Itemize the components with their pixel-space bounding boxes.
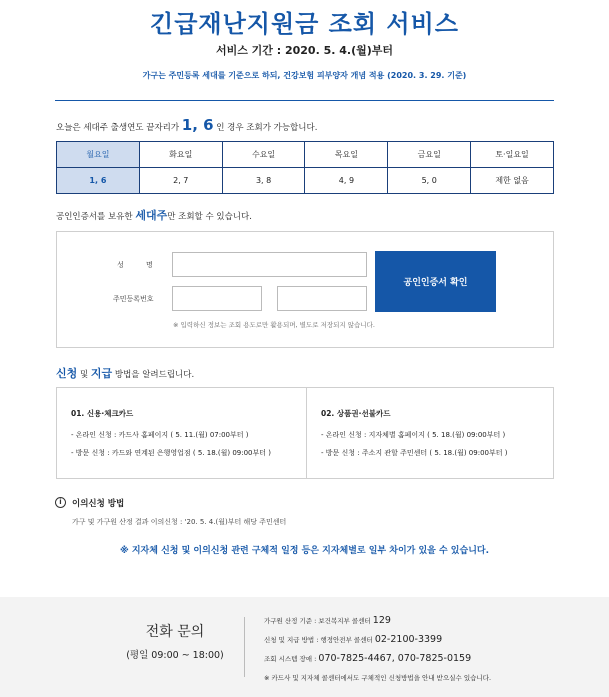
schedule-intro-after: 인 경우 조회가 가능합니다. — [213, 123, 318, 133]
objection-text: 가구 및 가구원 산정 결과 이의신청 : '20. 5. 4.(월)부터 해당 주민센터 — [72, 518, 287, 526]
digit-cell-fri: 5, 0 — [388, 168, 471, 194]
lookup-form — [56, 231, 554, 348]
digit-cell-wed: 3, 8 — [222, 168, 305, 194]
household-hotline: 129 — [372, 615, 391, 626]
contact-line-note: ※ 카드사 및 지자체 콜센터에서도 구체적인 신청방법을 안내 받으실수 있습니다. — [264, 674, 492, 682]
day-cell-tue: 화요일 — [139, 142, 222, 168]
form-intro-before: 공인인증서를 보유한 — [56, 212, 136, 222]
name-input[interactable] — [172, 252, 367, 277]
contact-line-apply — [264, 634, 442, 645]
voucher-online-apply: - 온라인 신청 : 지자체별 홈페이지 ( 5. 18.(월) 09:00부터 ) — [321, 431, 506, 439]
household-line-label: 가구원 산정 기준 : 보건복지부 콜센터 — [264, 617, 373, 625]
apply-emphasis: 신청 — [56, 367, 78, 380]
table-row — [57, 168, 554, 194]
card-online-apply: - 온라인 신청 : 카드사 홈페이지 ( 5. 11.(월) 07:00부터 ) — [71, 431, 249, 439]
apply-line-label: 신청 및 지급 방법 : 행정안전부 콜센터 — [264, 636, 375, 644]
day-cell-mon: 월요일 — [57, 142, 140, 168]
card-method-heading: 01. 신용·체크카드 — [71, 409, 134, 418]
contact-line-system — [264, 653, 471, 664]
payment-emphasis: 지급 — [90, 367, 113, 380]
page-title: 긴급재난지원금 조회 서비스 — [150, 10, 459, 38]
day-cell-wed: 수요일 — [222, 142, 305, 168]
voucher-visit-apply: - 방문 신청 : 주소지 관할 주민센터 ( 5. 18.(월) 09:00부터 ) — [321, 449, 508, 457]
privacy-note: ※ 입력하신 정보는 조회 용도로만 활용되며, 별도로 저장되지 않습니다. — [173, 321, 375, 329]
system-line-label: 조회 시스템 장애 : — [264, 655, 319, 663]
day-cell-weekend: 토·일요일 — [471, 142, 554, 168]
weekday-schedule-table — [56, 141, 554, 194]
form-intro — [56, 207, 252, 223]
schedule-intro-before: 오늘은 세대주 출생연도 끝자리가 — [56, 123, 182, 133]
form-intro-after: 만 조회할 수 있습니다. — [167, 212, 252, 222]
card-visit-apply: - 방문 신청 : 카드와 연계된 은행영업점 ( 5. 18.(월) 09:00부터 ) — [71, 449, 271, 457]
table-row — [57, 142, 554, 168]
digit-cell-tue: 2, 7 — [139, 168, 222, 194]
household-notice: 가구는 주민등록 세대를 기준으로 하되, 건강보험 피부양자 개념 적용 (2020. 3. 29. 기준) — [142, 71, 467, 80]
day-cell-thu: 목요일 — [305, 142, 388, 168]
apply-intro-mid: 및 — [77, 370, 91, 380]
apply-intro — [56, 365, 194, 381]
header-divider — [55, 100, 554, 101]
rrn-back-input[interactable] — [277, 286, 367, 311]
voucher-method-heading: 02. 상품권·선불카드 — [321, 409, 391, 418]
name-label: 성 명 — [117, 261, 163, 269]
digit-cell-weekend: 제한 없음 — [471, 168, 554, 194]
schedule-warning: ※ 지자체 신청 및 이의신청 관련 구체적 일정 등은 지자체별로 일부 차이가 있을 수 있습니다. — [119, 546, 490, 556]
service-period: 서비스 기간 : 2020. 5. 4.(월)부터 — [215, 44, 394, 57]
schedule-intro — [56, 116, 317, 134]
contact-footer — [0, 597, 609, 697]
householder-emphasis: 세대주 — [135, 209, 168, 222]
objection-title: 이의신청 방법 — [72, 499, 125, 509]
apply-methods — [56, 387, 554, 479]
system-hotline: 070-7825-4467, 070-7825-0159 — [318, 653, 472, 664]
cert-confirm-button[interactable]: 공인인증서 확인 — [375, 251, 496, 312]
contact-title: 전화 문의 — [145, 624, 205, 640]
day-cell-fri: 금요일 — [388, 142, 471, 168]
apply-intro-after: 방법을 알려드립니다. — [112, 370, 195, 380]
voucher-method — [307, 388, 555, 478]
digit-cell-thu: 4, 9 — [305, 168, 388, 194]
card-method — [57, 388, 306, 478]
contact-line-household — [264, 615, 391, 626]
rrn-front-input[interactable] — [172, 286, 262, 311]
apply-hotline: 02-2100-3399 — [374, 634, 443, 645]
today-digits: 1, 6 — [181, 116, 214, 134]
rrn-label: 주민등록번호 — [113, 295, 154, 303]
contact-hours: (평일 09:00 ~ 18:00) — [126, 650, 224, 661]
footer-divider — [244, 617, 245, 677]
digit-cell-mon: 1, 6 — [57, 168, 140, 194]
info-icon: i — [55, 497, 66, 508]
